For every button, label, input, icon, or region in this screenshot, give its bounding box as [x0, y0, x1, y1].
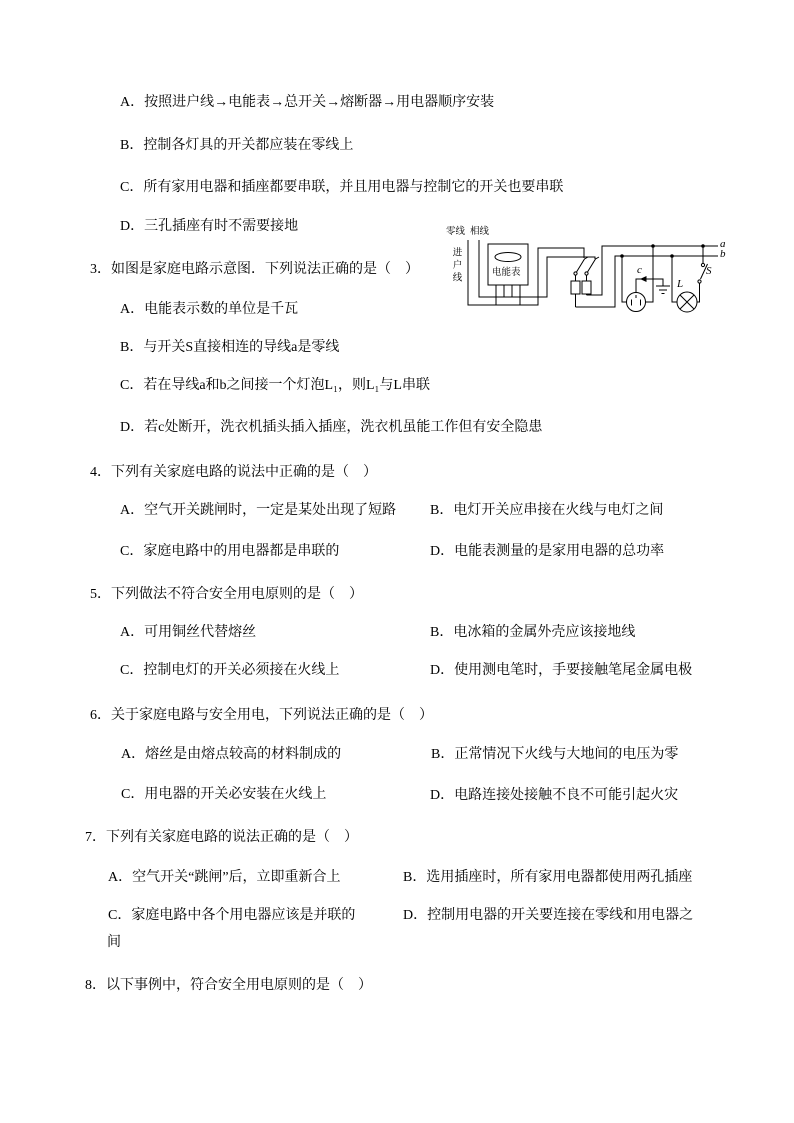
- point-c-label: c: [637, 264, 642, 276]
- q7-stem: 7．下列有关家庭电路的说法正确的是（ ）: [85, 830, 358, 845]
- switch-s-contact: [698, 280, 701, 283]
- live-line-label: 相线: [470, 227, 490, 237]
- q5-option-a: A．可用铜丝代替熔丝: [120, 625, 257, 640]
- neutral-line-label: 零线: [446, 227, 466, 237]
- q2-option-b: B．控制各灯具的开关都应装在零线上: [120, 138, 354, 153]
- q5-option-d: D．使用测电笔时，手要接触笔尾金属电极: [430, 663, 693, 678]
- fuse-stubs: [576, 276, 587, 308]
- q5-option-b: B．电冰箱的金属外壳应该接地线: [430, 625, 636, 640]
- q3-option-d: D．若c处断开，洗衣机插头插入插座，洗衣机虽能工作但有安全隐患: [120, 420, 543, 435]
- lamp-label: L: [677, 278, 684, 290]
- q3-option-a: A．电能表示数的单位是千瓦: [120, 302, 299, 317]
- q2-option-d: D．三孔插座有时不需要接地: [120, 219, 299, 234]
- bus-wire-a: [587, 246, 719, 295]
- q2-option-a: A．按照进户线→电能表→总开关→熔断器→用电器顺序安装: [120, 95, 495, 110]
- q6-stem: 6．关于家庭电路与安全用电，下列说法正确的是（ ）: [90, 708, 433, 723]
- q6-option-b: B．正常情况下火线与大地间的电压为零: [431, 747, 679, 762]
- q5-option-c: C．控制电灯的开关必须接在火线上: [120, 663, 340, 678]
- point-c-arrow: [640, 276, 647, 282]
- main-switch-contact: [574, 272, 577, 275]
- main-switch-blades: [577, 257, 600, 272]
- junction-dot: [701, 244, 705, 248]
- incoming-line-label: 进户线: [450, 247, 461, 285]
- q6-option-d: D．电路连接处接触不良不可能引起火灾: [430, 788, 679, 803]
- q4-stem: 4．下列有关家庭电路的说法中正确的是（ ）: [90, 465, 377, 480]
- q4-option-c: C．家庭电路中的用电器都是串联的: [120, 544, 340, 559]
- q7-option-b: B．选用插座时，所有家用电器都使用两孔插座: [403, 870, 693, 885]
- q2-option-c: C．所有家用电器和插座都要串联，并且用电器与控制它的开关也要串联: [120, 180, 564, 195]
- circuit-diagram: [445, 224, 730, 318]
- main-switch-contact: [585, 272, 588, 275]
- switch-s-contact: [701, 263, 704, 266]
- q4-option-b: B．电灯开关应串接在火线与电灯之间: [430, 503, 664, 518]
- q3-stem: 3．如图是家庭电路示意图．下列说法正确的是（ ）: [90, 262, 419, 277]
- junction-dot: [670, 254, 674, 258]
- wire-a-label: a: [720, 238, 726, 250]
- q4-option-d: D．电能表测量的是家用电器的总功率: [430, 544, 665, 559]
- q7-option-c: C．家庭电路中各个用电器应该是并联的: [108, 908, 356, 923]
- meter-box: [488, 244, 528, 285]
- q3-option-c: C．若在导线a和b之间接一个灯泡L₁，则L₁与L串联: [120, 378, 430, 393]
- q7-option-a: A．空气开关“跳闸”后，立即重新合上: [108, 870, 341, 885]
- fuse-right: [582, 281, 591, 294]
- junction-dot: [651, 244, 655, 248]
- wire-b-label: b: [720, 248, 726, 260]
- q7-option-d: D．控制用电器的开关要连接在零线和用电器之: [403, 908, 694, 923]
- meter-terminal-stubs: [496, 285, 520, 305]
- wire-neutral-run: [468, 240, 584, 305]
- q6-option-c: C．用电器的开关必安装在火线上: [121, 787, 327, 802]
- meter-label: 电能表: [492, 268, 521, 278]
- switch-s-label: S: [706, 265, 712, 277]
- lamp-feed-wires: [672, 246, 703, 302]
- lamp-cross: [680, 295, 694, 309]
- q5-stem: 5．下列做法不符合安全用电原则的是（ ）: [90, 587, 363, 602]
- socket-slots: [632, 295, 641, 306]
- junction-dot: [620, 254, 624, 258]
- ground-icon: [656, 286, 670, 294]
- q3-option-b: B．与开关S直接相连的导线a是零线: [120, 340, 340, 355]
- fuse-left: [571, 281, 580, 294]
- meter-dial: [495, 253, 521, 262]
- q6-option-a: A．熔丝是由熔点较高的材料制成的: [121, 747, 342, 762]
- q7-option-d-wrap: 间: [107, 935, 121, 950]
- q8-stem: 8．以下事例中，符合安全用电原则的是（ ）: [85, 978, 372, 993]
- q4-option-a: A．空气开关跳闸时，一定是某处出现了短路: [120, 503, 397, 518]
